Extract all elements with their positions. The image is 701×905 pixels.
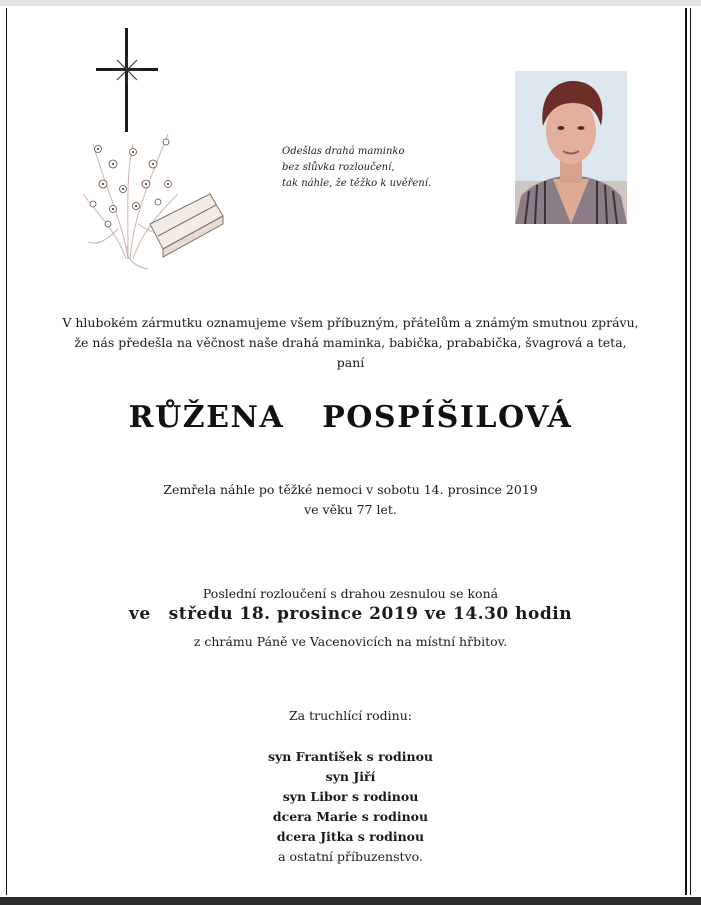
funeral-datetime xyxy=(20,604,681,624)
funeral-prefix: ve xyxy=(128,604,151,624)
death-notice xyxy=(20,480,681,520)
mourner-item: dcera Marie s rodinou xyxy=(272,809,429,824)
memorial-verse xyxy=(282,144,482,192)
last-name: POSPÍŠILOVÁ xyxy=(322,400,573,435)
announcement-text xyxy=(20,313,681,373)
portrait-photo xyxy=(515,71,627,224)
mourner-item: syn František s rodinou xyxy=(267,749,433,764)
left-border-line xyxy=(6,8,7,895)
first-name: RŮŽENA xyxy=(128,400,285,435)
announcement-line: že nás předešla na věčnost naše drahá maminka, babička, prababička, švagrová a teta, xyxy=(74,335,627,350)
funeral-date-time: středu 18. prosince 2019 ve 14.30 hodin xyxy=(168,604,573,624)
funeral-location: z chrámu Páně ve Vacenovicích na místní hřbitov. xyxy=(193,634,508,649)
mourner-item: dcera Jitka s rodinou xyxy=(276,829,425,844)
mourner-item: syn Jiří xyxy=(325,769,376,784)
deceased-name xyxy=(20,400,681,435)
bottom-edge xyxy=(0,897,701,905)
announcement-line: paní xyxy=(336,355,365,370)
cross-flowers-icon xyxy=(78,24,228,274)
verse-line: tak náhle, že těžko k uvěření. xyxy=(282,178,432,189)
verse-line: bez slůvka rozloučení, xyxy=(282,162,395,173)
mourners-title: Za truchlící rodinu: xyxy=(289,708,412,723)
mourners-closing: a ostatní příbuzenstvo. xyxy=(278,849,423,864)
right-border-line-inner xyxy=(690,8,691,895)
verse-line: Odešlas drahá maminko xyxy=(282,146,405,157)
funeral-intro: Poslední rozloučení s drahou zesnulou se koná xyxy=(202,586,499,601)
right-border-line xyxy=(685,8,687,895)
death-date: Zemřela náhle po těžké nemoci v sobotu 14. prosince 2019 xyxy=(163,482,538,497)
announcement-line: V hlubokém zármutku oznamujeme všem příbuzným, přátelům a známým smutnou zprávu, xyxy=(62,315,639,330)
mourners-list xyxy=(20,747,681,867)
mourner-item: syn Libor s rodinou xyxy=(282,789,419,804)
death-age: ve věku 77 let. xyxy=(304,502,397,517)
top-edge xyxy=(0,0,701,6)
